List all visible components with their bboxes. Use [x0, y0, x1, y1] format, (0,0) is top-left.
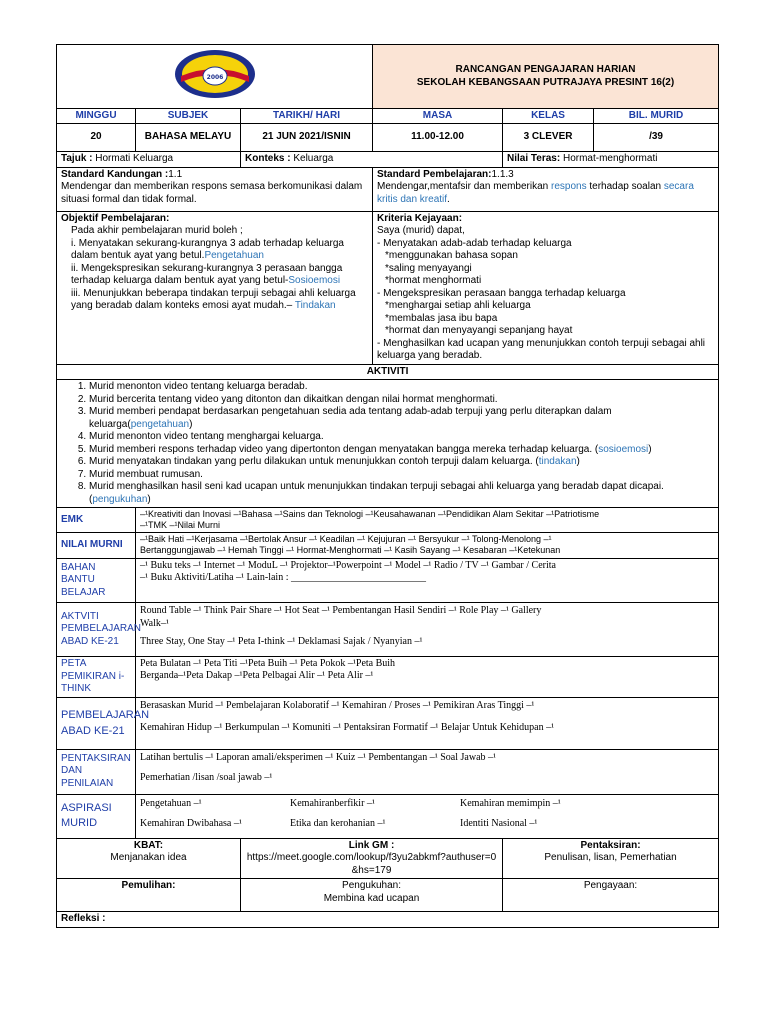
pentaksiran-label: PENTAKSIRAN DAN PENILAIAN: [57, 749, 136, 794]
aktiviti-header: AKTIVITI: [57, 364, 719, 380]
aspirasi-item: Kemahiranberfikir –¹: [290, 797, 375, 809]
subjek-header: SUBJEK: [136, 108, 241, 124]
pentaksiran-options: [136, 749, 719, 794]
lesson-plan-sheet: [56, 44, 718, 928]
aktiviti-text: Murid menyatakan tindakan yang perlu dilakukan untuk menunjukkan contoh terpuji dalam keluarga. (: [89, 456, 539, 467]
aktiviti-item: [89, 406, 714, 431]
aktiviti-item: [89, 481, 714, 506]
tajuk-cell: [57, 152, 241, 168]
standard-kandungan-cell: [57, 167, 373, 211]
standard-kandungan-text: Mendengar dan memberikan respons semasa berkomunikasi dalam situasi formal dan tidak formal.: [61, 181, 363, 205]
minggu-header: MINGGU: [57, 108, 136, 124]
aspirasi-item: Kemahiran memimpin –¹: [460, 797, 561, 809]
link-gm-label: Link GM :: [348, 839, 395, 851]
kriteria-line: *hormat menghormati: [385, 275, 482, 286]
pentaksiran-footer-cell: [503, 838, 719, 879]
nilai-teras-value: Hormat-menghormati: [562, 153, 658, 164]
minggu-value: 20: [57, 124, 136, 152]
aktiviti-item: [89, 394, 714, 407]
standard-pembelajaran-cell: [373, 167, 719, 211]
pembelajaran21-line: Berasaskan Murid –¹ Pembelajaran Kolaboratif –¹ Kemahiran / Proses –¹ Pemikiran Aras Tinggi –¹: [140, 699, 535, 711]
aktiviti-tag: pengetahuan: [130, 418, 190, 430]
link-gm-url[interactable]: https://meet.google.com/lookup/f3yu2abkmf?authuser=0&hs=179: [246, 852, 497, 876]
tarikh-value: 21 JUN 2021/ISNIN: [241, 124, 373, 152]
aktiviti-item: [89, 456, 714, 469]
aktiviti-text: Murid memberi respons terhadap video yang dipertonton dengan menyatakan bangga mereka terhadap keluarga. (: [89, 443, 599, 455]
nilai-murni-label: NILAI MURNI: [57, 533, 136, 559]
kriteria-line: Saya (murid) dapat,: [377, 225, 465, 236]
objektif-item: [61, 263, 368, 288]
tarikh-header: TARIKH/ HARI: [241, 108, 373, 124]
emk-label: EMK: [57, 508, 136, 533]
aspirasi-item: Kemahiran Dwibahasa –¹: [140, 817, 242, 829]
pengukuhan-cell: [241, 879, 503, 912]
kriteria-label: Kriteria Kejayaan:: [377, 212, 463, 224]
emk-line: –¹Kreativiti dan Inovasi –¹Bahasa –¹Sains dan Teknologi –¹Keusahawanan –¹Pendidikan Alam Sekitar –¹Patriotisme: [140, 509, 600, 519]
aktiviti-list: [61, 381, 714, 506]
objektif-item-tag: Tindakan: [294, 300, 336, 311]
kelas-header: KELAS: [503, 108, 594, 124]
bbb-options: [136, 559, 719, 603]
kriteria-line: - Mengekspresikan perasaan bangga terhadap keluarga: [377, 287, 626, 299]
nilai-murni-line: –¹Baik Hati –¹Kerjasama –¹Bertolak Ansur –¹ Keadilan –¹ Kejujuran –¹ Bersyukur –¹ Tolong-Menolong –¹: [140, 534, 552, 544]
tajuk-label: Tajuk :: [61, 153, 93, 164]
pengukuhan-value: Membina kad ucapan: [323, 892, 420, 904]
pengayaan-cell: [503, 879, 719, 912]
lesson-plan-table: [56, 44, 719, 928]
refleksi-cell: [57, 912, 719, 928]
emk-options: [136, 508, 719, 533]
sp-text-a: Mendengar,mentafsir dan memberikan: [377, 181, 551, 192]
aktiviti-tag: pengukuhan: [92, 493, 148, 505]
kriteria-line: - Menyatakan adab-adab terhadap keluarga: [377, 237, 572, 249]
nilai-teras-cell: [503, 152, 719, 168]
kriteria-line: *hormat dan menyayangi sepanjang hayat: [385, 325, 573, 336]
aktiviti-item: [89, 431, 714, 444]
aktiviti-cell: [57, 380, 719, 508]
aktiviti-text: Murid memberi pendapat berdasarkan pengetahuan sedia ada tentang adab-adab terpuji yang perlu diterapkan dalam keluarga(: [89, 406, 612, 430]
aktiviti-tag: sosioemosi: [598, 443, 649, 455]
svg-text:2006: 2006: [206, 74, 223, 81]
konteks-cell: [241, 152, 503, 168]
pembelajaran21-line: Kemahiran Hidup –¹ Berkumpulan –¹ Komuniti –¹ Pentaksiran Formatif –¹ Belajar Untuk Kehidupan –¹: [140, 721, 555, 733]
aktiviti-text: Murid menghasilkan hasil seni kad ucapan untuk menunjukkan tindakan terpuji sebagai ahli keluarga yang beradab dapat dicapai.(: [89, 481, 664, 505]
masa-value: 11.00-12.00: [373, 124, 503, 152]
kbat-cell: [57, 838, 241, 879]
aktiviti-item: [89, 444, 714, 457]
pembelajaran21-label: PEMBELAJARAN ABAD KE-21: [57, 697, 136, 749]
bbb-label: BAHAN BANTU BELAJAR: [57, 559, 136, 603]
abad21-line: Walk–¹: [140, 618, 169, 629]
nilai-teras-label: Nilai Teras:: [507, 153, 561, 164]
standard-pembelajaran-code: 1.1.3: [491, 168, 514, 180]
kelas-value: 3 CLEVER: [503, 124, 594, 152]
aktiviti-item: [89, 469, 714, 482]
objektif-intro: Pada akhir pembelajaran murid boleh ;: [71, 225, 243, 236]
kriteria-line: *menggunakan bahasa sopan: [385, 250, 518, 261]
bbb-line: –¹ Buku teks –¹ Internet –¹ ModuL –¹ Projektor–¹Powerpoint –¹ Model –¹ Radio / TV –¹ Gambar / Cerita: [140, 560, 556, 571]
konteks-label: Konteks :: [245, 153, 291, 164]
objektif-item: [61, 238, 368, 263]
plan-title: RANCANGAN PENGAJARAN HARIAN: [455, 64, 636, 76]
ithink-label: PETA PEMIKIRAN i-THINK: [57, 657, 136, 698]
pengayaan-label: Pengayaan:: [583, 880, 638, 891]
objektif-item-tag: Pengetahuan: [204, 250, 264, 261]
aspirasi-row: [140, 817, 714, 830]
aspirasi-item: Pengetahuan –¹: [140, 797, 202, 809]
ithink-line: Peta Bulatan –¹ Peta Titi –¹Peta Buih –¹ Peta Pokok –¹Peta Buih: [140, 658, 396, 669]
aktiviti-item: [89, 381, 714, 394]
kriteria-cell: [373, 211, 719, 364]
masa-header: MASA: [373, 108, 503, 124]
aspirasi-options: [136, 794, 719, 838]
aktiviti-end: ): [576, 456, 580, 467]
bbb-line: –¹ Buku Aktiviti/Latiha –¹ Lain-lain : ___________________________: [140, 572, 426, 583]
standard-kandungan-code: 1.1: [168, 168, 183, 180]
school-logo-cell: [57, 45, 373, 109]
aktiviti-tag: tindakan: [538, 456, 577, 467]
kriteria-line: *menghargai setiap ahli keluarga: [385, 300, 531, 311]
objektif-item-text: i. Menyatakan sekurang-kurangnya 3 adab terhadap keluarga dalam bentuk ayat yang betul.: [71, 237, 344, 261]
objektif-item-text: ii. Mengekspresikan sekurang-kurangnya 3 perasaan bangga terhadap keluarga dalam bentuk ayat yang betul-: [71, 262, 343, 286]
sp-text-respons: respons: [551, 181, 587, 192]
objektif-cell: [57, 211, 373, 364]
kriteria-line: - Menghasilkan kad ucapan yang menunjukkan contoh terpuji sebagai ahli keluarga yang beradab.: [377, 337, 706, 361]
aktiviti-end: ): [189, 418, 193, 430]
aktiviti-text: Murid bercerita tentang video yang ditonton dan dikaitkan dengan nilai hormat menghormati.: [89, 393, 498, 405]
ithink-options: [136, 657, 719, 698]
pentaksiran-footer-value: Penulisan, lisan, Pemerhatian: [544, 852, 677, 863]
abad21-line: Round Table –¹ Think Pair Share –¹ Hot Seat –¹ Pembentangan Hasil Sendiri –¹ Role Play –¹ Gallery: [140, 605, 542, 616]
objektif-item: [61, 288, 368, 313]
bil-murid-value: /39: [594, 124, 719, 152]
abad21-label: AKTVITI PEMBELAJARAN ABAD KE-21: [57, 603, 136, 657]
plan-title-cell: [373, 45, 719, 109]
sp-text-kritis: secara kritis dan kreatif: [377, 181, 694, 205]
nilai-murni-line: Bertanggungjawab –¹ Hemah Tinggi –¹ Hormat-Menghormati –¹ Kasih Sayang –¹ Kesabaran –¹Ketekunan: [140, 545, 561, 555]
kbat-value: Menjanakan idea: [110, 852, 187, 863]
school-name: SEKOLAH KEBANGSAAN PUTRAJAYA PRESINT 16(2): [416, 77, 675, 89]
subjek-value: BAHASA MELAYU: [136, 124, 241, 152]
standard-kandungan-label: Standard Kandungan :: [61, 168, 169, 180]
sp-text-e: .: [447, 193, 450, 205]
ithink-line: Berganda–¹Peta Dakap –¹Peta Pelbagai Alir –¹ Peta Alir –¹: [140, 670, 374, 681]
standard-pembelajaran-label: Standard Pembelajaran:: [377, 168, 492, 180]
abad21-options: [136, 603, 719, 657]
aktiviti-text: Murid menonton video tentang keluarga beradab.: [89, 381, 308, 392]
sp-text-c: terhadap soalan: [586, 181, 664, 192]
konteks-value: Keluarga: [293, 153, 334, 164]
aktiviti-text: Murid membuat rumusan.: [89, 468, 203, 480]
kriteria-line: *saling menyayangi: [385, 262, 472, 274]
refleksi-label: Refleksi :: [61, 913, 106, 924]
pembelajaran21-options: [136, 697, 719, 749]
aspirasi-item: Etika dan kerohanian –¹: [290, 817, 386, 829]
pemulihan-label: Pemulihan:: [121, 880, 176, 891]
bil-murid-header: BIL. MURID: [594, 108, 719, 124]
objektif-item-tag: Sosioemosi: [288, 275, 341, 286]
abad21-line: Three Stay, One Stay –¹ Peta I-think –¹ Deklamasi Sajak / Nyanyian –¹: [140, 636, 423, 647]
pemulihan-cell: [57, 879, 241, 912]
pentaksiran-line: Pemerhatian /lisan /soal jawab –¹: [140, 771, 273, 783]
aspirasi-item: Identiti Nasional –¹: [460, 817, 538, 829]
objektif-label: Objektif Pembelajaran:: [61, 212, 170, 224]
pengukuhan-label: Pengukuhan:: [342, 880, 401, 891]
nilai-murni-options: [136, 533, 719, 559]
kriteria-line: *membalas jasa ibu bapa: [385, 312, 498, 324]
pentaksiran-footer-label: Pentaksiran:: [580, 839, 641, 851]
pentaksiran-line: Latihan bertulis –¹ Laporan amali/eksperimen –¹ Kuiz –¹ Pembentangan –¹ Soal Jawab –¹: [140, 751, 497, 763]
aspirasi-row: [140, 797, 714, 810]
tajuk-value: Hormati Keluarga: [95, 153, 174, 164]
aktiviti-end: ): [648, 443, 652, 455]
aktiviti-text: Murid menonton video tentang menghargai keluarga.: [89, 431, 324, 442]
objektif-item-text: iii. Menunjukkan beberapa tindakan terpuji sebagai ahli keluarga yang beradab dalam konteks emosi ayat mudah.–: [71, 287, 356, 311]
kbat-label: KBAT:: [133, 839, 164, 851]
school-logo-icon: [171, 48, 259, 100]
link-gm-cell: [241, 838, 503, 879]
emk-line: –¹TMK –¹Nilai Murni: [140, 520, 221, 530]
aktiviti-end: ): [147, 493, 151, 505]
aspirasi-label: ASPIRASI MURID: [57, 794, 136, 838]
